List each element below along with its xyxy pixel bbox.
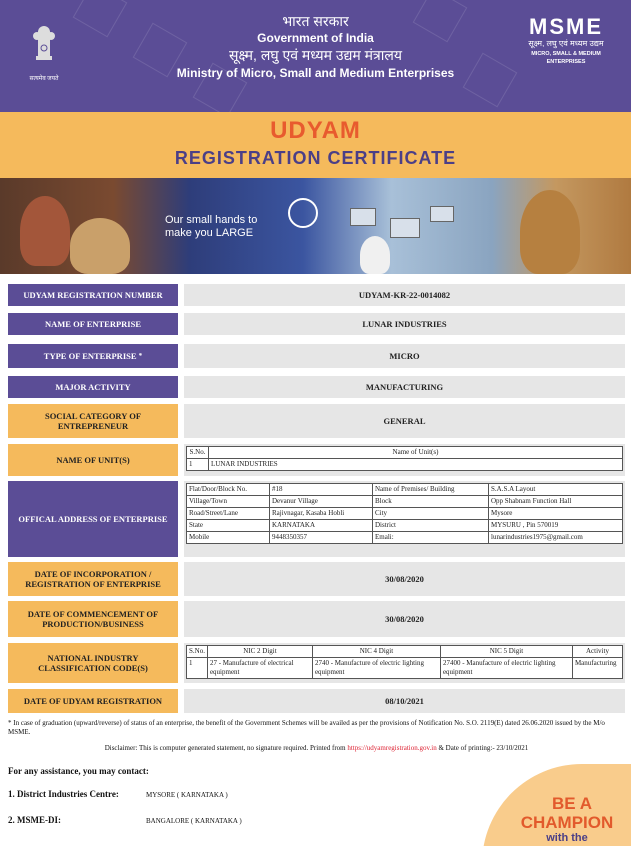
msme-di-label: 2. MSME-DI: — [8, 815, 61, 825]
address-label: OFFICAL ADDRESS OF ENTERPRISE — [8, 481, 178, 557]
msme-english: MICRO, SMALL & MEDIUM ENTERPRISES — [531, 51, 601, 65]
commencement-label-1: DATE OF COMMENCEMENT OF — [27, 609, 159, 619]
champion-text-1: BE A — [552, 794, 592, 813]
udyam-date-value: 08/10/2021 — [184, 689, 625, 713]
address-value: MYSURU , Pin 570019 — [489, 520, 623, 532]
address-value: S.A.S.A Layout — [489, 484, 623, 496]
msme-logo — [516, 16, 616, 66]
emblem-caption: सत्यमेव जयते — [29, 76, 59, 82]
row-nic-codes — [8, 643, 625, 683]
incorporation-label-2: REGISTRATION OF ENTERPRISE — [25, 579, 161, 589]
banner-tagline-2: make you LARGE — [165, 227, 254, 239]
address-key: Block — [373, 496, 489, 508]
table-row — [187, 532, 623, 544]
chakra-icon — [288, 198, 318, 228]
nic-label-2: CLASSIFICATION CODE(S) — [38, 663, 148, 673]
banner-image — [0, 178, 631, 274]
table-row — [187, 508, 623, 520]
table-row — [187, 520, 623, 532]
row-major-activity — [8, 376, 625, 398]
champion-text-3: with the — [546, 832, 588, 844]
title-udyam: UDYAM — [270, 117, 361, 144]
nic-table — [186, 645, 623, 679]
address-key: Road/Street/Lane — [187, 508, 270, 520]
social-category-value: GENERAL — [184, 404, 625, 438]
disclaimer — [8, 744, 625, 752]
nic-header: S.No. — [187, 646, 208, 658]
social-category-label-2: ENTREPRENEUR — [57, 421, 129, 431]
row-unit-name — [8, 444, 625, 476]
ministry-hindi: सूक्ष्म, लघु एवं मध्यम उद्यम मंत्रालय — [228, 47, 403, 63]
address-value: 9448350357 — [270, 532, 373, 544]
champion-badge — [482, 764, 631, 846]
nic-header: NIC 5 Digit — [440, 646, 572, 658]
address-value: Mysore — [489, 508, 623, 520]
address-key: Village/Town — [187, 496, 270, 508]
address-value: Devanur Village — [270, 496, 373, 508]
address-value: #18 — [270, 484, 373, 496]
table-row — [187, 496, 623, 508]
dic-value: MYSORE ( KARNATAKA ) — [146, 791, 228, 799]
nic-cell: 27 - Manufacture of electrical equipment — [207, 658, 312, 679]
header — [0, 0, 631, 112]
address-key: State — [187, 520, 270, 532]
commencement-value: 30/08/2020 — [184, 601, 625, 637]
disclaimer-suffix: & Date of printing:- 23/10/2021 — [438, 744, 529, 752]
reg-number-value: UDYAM-KR-22-0014082 — [184, 284, 625, 306]
enterprise-name-value: LUNAR INDUSTRIES — [184, 313, 625, 335]
ministry-english: Ministry of Micro, Small and Medium Enterprises — [176, 66, 455, 80]
social-category-label — [8, 404, 178, 438]
assistance-heading: For any assistance, you may contact: — [8, 766, 149, 776]
address-key: Flat/Door/Block No. — [187, 484, 270, 496]
banner-tagline-1: Our small hands to — [165, 214, 258, 226]
address-table-container — [184, 481, 625, 557]
unit-table-container — [184, 444, 625, 476]
address-key: Mobile — [187, 532, 270, 544]
address-value: Opp Shabnam Function Hall — [489, 496, 623, 508]
address-value: KARNATAKA — [270, 520, 373, 532]
udyam-date-label: DATE OF UDYAM REGISTRATION — [8, 689, 178, 713]
incorporation-label — [8, 562, 178, 596]
address-key: City — [373, 508, 489, 520]
unit-table — [186, 446, 623, 471]
disclaimer-link[interactable]: https://udyamregistration.gov.in — [347, 744, 437, 752]
major-activity-value: MANUFACTURING — [184, 376, 625, 398]
commencement-label — [8, 601, 178, 637]
nic-header: NIC 2 Digit — [207, 646, 312, 658]
incorporation-label-1: DATE OF INCORPORATION / — [34, 569, 152, 579]
enterprise-type-label-text: TYPE OF ENTERPRISE — [43, 351, 137, 361]
address-key: District — [373, 520, 489, 532]
msme-logo-text: MSME — [529, 14, 603, 39]
champion-text-2: CHAMPION — [520, 813, 614, 832]
row-commencement-date — [8, 601, 625, 637]
row-incorporation-date — [8, 562, 625, 596]
disclaimer-prefix: Disclaimer: This is computer generated statement, no signature required. Printed from — [104, 744, 346, 752]
govt-hindi: भारत सरकार — [282, 13, 349, 29]
address-table — [186, 483, 623, 544]
msme-di-value: BANGALORE ( KARNATAKA ) — [146, 817, 242, 825]
social-category-label-1: SOCIAL CATEGORY OF — [44, 411, 142, 421]
address-key: Emali: — [373, 532, 489, 544]
title-certificate: REGISTRATION CERTIFICATE — [174, 148, 457, 168]
incorporation-value: 30/08/2020 — [184, 562, 625, 596]
nic-label-1: NATIONAL INDUSTRY — [47, 653, 139, 663]
nic-cell: 2740 - Manufacture of electric lighting equipment — [312, 658, 440, 679]
major-activity-label: MAJOR ACTIVITY — [8, 376, 178, 398]
unit-cell-sno: 1 — [187, 459, 209, 471]
msme-hindi: सूक्ष्म, लघु एवं मध्यम उद्यम — [528, 39, 604, 48]
nic-cell: Manufacturing — [572, 658, 622, 679]
dic-label: 1. District Industries Centre: — [8, 789, 119, 799]
row-address — [8, 481, 625, 557]
enterprise-type-label — [8, 344, 178, 368]
address-key: Name of Premises/ Building — [373, 484, 489, 496]
unit-cell-name: LUNAR INDUSTRIES — [209, 459, 623, 471]
enterprise-name-label: NAME OF ENTERPRISE — [8, 313, 178, 335]
commencement-label-2: PRODUCTION/BUSINESS — [42, 619, 144, 629]
row-udyam-date — [8, 689, 625, 713]
govt-english: Government of India — [257, 31, 374, 45]
nic-header: NIC 4 Digit — [312, 646, 440, 658]
graduation-note: * In case of graduation (upward/reverse) of status of an enterprise, the benefit of the Government Schemes will be availed as per the provisions of Notification No. S.O. 2119(E) dated 26.06.2020 issued by the M/o MSME. — [8, 719, 605, 736]
row-social-category — [8, 404, 625, 438]
enterprise-type-value: MICRO — [184, 344, 625, 368]
row-enterprise-type — [8, 344, 625, 368]
row-reg-number — [8, 284, 625, 306]
unit-header-sno: S.No. — [187, 447, 209, 459]
nic-header: Activity — [572, 646, 622, 658]
address-value: lunarindustries1975@gmail.com — [489, 532, 623, 544]
reg-number-label: UDYAM REGISTRATION NUMBER — [8, 284, 178, 306]
address-value: Rajivnagar, Kasaba Hobli — [270, 508, 373, 520]
nic-cell: 1 — [187, 658, 208, 679]
table-row — [187, 658, 623, 679]
nic-table-container — [184, 643, 625, 683]
title-band — [0, 112, 631, 178]
unit-header-name: Name of Unit(s) — [209, 447, 623, 459]
enterprise-type-asterisk: * — [138, 352, 143, 360]
nic-label — [8, 643, 178, 683]
unit-name-label: NAME OF UNIT(S) — [8, 444, 178, 476]
nic-cell: 27400 - Manufacture of electric lighting equipment — [440, 658, 572, 679]
row-enterprise-name — [8, 313, 625, 335]
table-row — [187, 459, 623, 471]
table-row — [187, 484, 623, 496]
